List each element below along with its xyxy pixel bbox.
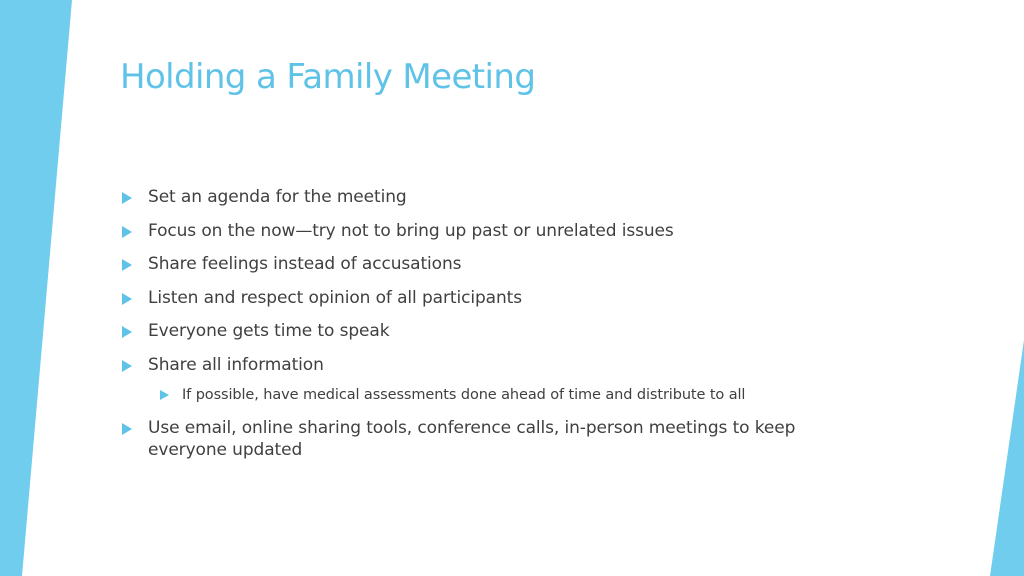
bullet-text: If possible, have medical assessments done ahead of time and distribute to all	[182, 386, 746, 403]
right-accent-stripe	[990, 340, 1024, 576]
bullet-text: Focus on the now—try not to bring up past or unrelated issues	[148, 220, 674, 241]
bullet-item	[120, 287, 840, 309]
left-accent-stripe	[0, 0, 72, 576]
bullet-arrow-icon	[160, 390, 169, 400]
slide-title: Holding a Family Meeting	[120, 57, 536, 97]
bullet-item	[120, 354, 840, 376]
bullet-text: Set an agenda for the meeting	[148, 187, 407, 207]
bullet-item	[120, 320, 840, 342]
bullet-arrow-icon	[122, 293, 132, 305]
bullet-text: Listen and respect opinion of all participants	[148, 287, 522, 308]
sub-bullet-item	[160, 385, 840, 405]
bullet-text: Share all information	[148, 354, 324, 375]
bullet-arrow-icon	[122, 259, 132, 271]
bullet-item	[120, 417, 840, 461]
bullet-arrow-icon	[122, 226, 132, 238]
bullet-arrow-icon	[122, 360, 132, 372]
bullet-list	[120, 186, 840, 472]
bullet-arrow-icon	[122, 423, 132, 435]
bullet-text: Share feelings instead of accusations	[148, 254, 462, 275]
bullet-item	[120, 186, 840, 208]
bullet-item	[120, 253, 840, 275]
bullet-text: Use email, online sharing tools, conference calls, in-person meetings to keep everyone updated	[148, 417, 796, 460]
bullet-arrow-icon	[122, 192, 132, 204]
bullet-text: Everyone gets time to speak	[148, 321, 390, 342]
bullet-arrow-icon	[122, 326, 132, 338]
bullet-item	[120, 220, 840, 242]
